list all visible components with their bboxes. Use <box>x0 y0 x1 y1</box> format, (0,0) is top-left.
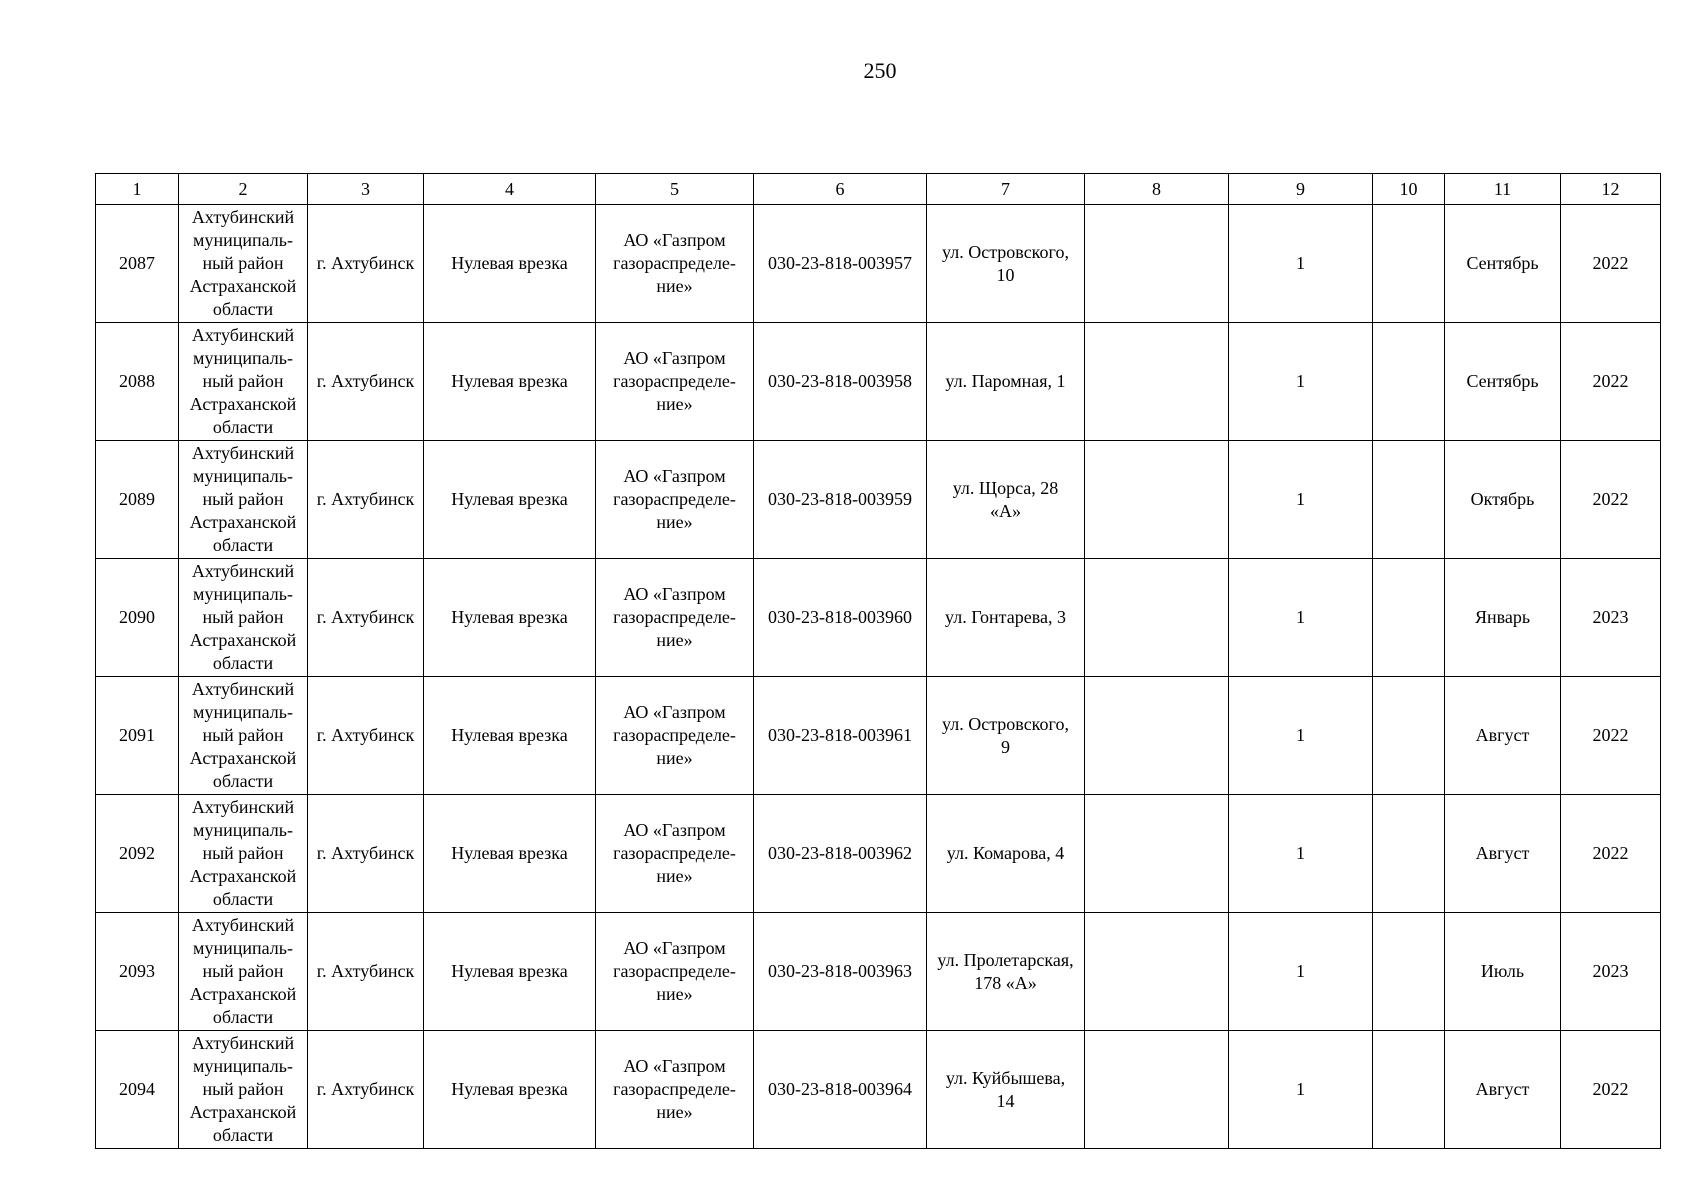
cell-year <box>1561 441 1661 559</box>
district-text: Ахтубинский муниципаль- ный район Астраханской области <box>189 1033 297 1145</box>
address-text: ул. Пролетарская, 178 «А» <box>937 949 1074 993</box>
cell-work-type <box>424 441 596 559</box>
quantity-text: 1 <box>1296 725 1305 745</box>
row-number-text: 2088 <box>119 371 155 391</box>
quantity-text: 1 <box>1296 843 1305 863</box>
month-text: Октябрь <box>1470 489 1535 509</box>
cell-column-8 <box>1085 559 1229 677</box>
cell-object-code <box>754 559 927 677</box>
page-number: 250 <box>863 58 897 83</box>
settlement-text: г. Ахтубинск <box>316 843 415 863</box>
cell-district <box>179 795 308 913</box>
cell-month <box>1445 1031 1561 1149</box>
cell-address <box>927 913 1085 1031</box>
cell-quantity <box>1229 913 1373 1031</box>
cell-quantity <box>1229 677 1373 795</box>
settlement-text: г. Ахтубинск <box>316 253 415 273</box>
quantity-text: 1 <box>1296 371 1305 391</box>
cell-year <box>1561 205 1661 323</box>
object-code-text: 030-23-818-003963 <box>768 961 912 981</box>
cell-organization <box>596 559 754 677</box>
year-text: 2022 <box>1592 1079 1629 1099</box>
table-body <box>96 205 1661 1149</box>
year-text: 2023 <box>1592 961 1629 981</box>
organization-text: АО «Газпром газораспределе- ние» <box>613 230 736 296</box>
work-type-text: Нулевая врезка <box>451 1079 568 1099</box>
cell-object-code <box>754 795 927 913</box>
cell-address <box>927 795 1085 913</box>
settlement-text: г. Ахтубинск <box>316 961 415 981</box>
row-number-text: 2092 <box>119 843 155 863</box>
cell-object-code <box>754 441 927 559</box>
cell-district <box>179 913 308 1031</box>
object-code-text: 030-23-818-003959 <box>768 489 912 509</box>
cell-work-type <box>424 795 596 913</box>
work-type-text: Нулевая врезка <box>451 725 568 745</box>
district-text: Ахтубинский муниципаль- ный район Астраханской области <box>189 797 297 909</box>
district-text: Ахтубинский муниципаль- ный район Астраханской области <box>189 915 297 1027</box>
address-text: ул. Островского, 9 <box>942 713 1069 757</box>
cell-organization <box>596 323 754 441</box>
cell-month <box>1445 559 1561 677</box>
work-type-text: Нулевая врезка <box>451 489 568 509</box>
cell-settlement <box>308 559 424 677</box>
quantity-text: 1 <box>1296 253 1305 273</box>
cell-district <box>179 1031 308 1149</box>
column-header-6: 6 <box>754 174 927 205</box>
row-number-text: 2094 <box>119 1079 155 1099</box>
cell-year <box>1561 677 1661 795</box>
cell-address <box>927 323 1085 441</box>
row-number-text: 2093 <box>119 961 155 981</box>
quantity-text: 1 <box>1296 1079 1305 1099</box>
cell-object-code <box>754 323 927 441</box>
cell-column-8 <box>1085 205 1229 323</box>
settlement-text: г. Ахтубинск <box>316 371 415 391</box>
district-text: Ахтубинский муниципаль- ный район Астраханской области <box>189 561 297 673</box>
year-text: 2022 <box>1592 843 1629 863</box>
cell-month <box>1445 913 1561 1031</box>
district-text: Ахтубинский муниципаль- ный район Астраханской области <box>189 207 297 319</box>
row-number-text: 2091 <box>119 725 155 745</box>
cell-column-10 <box>1373 323 1445 441</box>
column-header-8: 8 <box>1085 174 1229 205</box>
table-row <box>96 795 1661 913</box>
settlement-text: г. Ахтубинск <box>316 1079 415 1099</box>
cell-district <box>179 205 308 323</box>
table-row <box>96 559 1661 677</box>
column-header-11: 11 <box>1445 174 1561 205</box>
cell-row-number <box>96 913 179 1031</box>
work-type-text: Нулевая врезка <box>451 253 568 273</box>
work-type-text: Нулевая врезка <box>451 371 568 391</box>
cell-year <box>1561 323 1661 441</box>
month-text: Сентябрь <box>1466 371 1539 391</box>
row-number-text: 2089 <box>119 489 155 509</box>
cell-year <box>1561 559 1661 677</box>
cell-organization <box>596 913 754 1031</box>
cell-column-8 <box>1085 323 1229 441</box>
cell-organization <box>596 205 754 323</box>
cell-month <box>1445 323 1561 441</box>
cell-organization <box>596 1031 754 1149</box>
cell-quantity <box>1229 323 1373 441</box>
cell-row-number <box>96 795 179 913</box>
settlement-text: г. Ахтубинск <box>316 725 415 745</box>
table-header <box>96 174 1661 205</box>
work-type-text: Нулевая врезка <box>451 607 568 627</box>
cell-row-number <box>96 1031 179 1149</box>
cell-organization <box>596 441 754 559</box>
organization-text: АО «Газпром газораспределе- ние» <box>613 938 736 1004</box>
cell-quantity <box>1229 795 1373 913</box>
district-text: Ахтубинский муниципаль- ный район Астраханской области <box>189 443 297 555</box>
month-text: Сентябрь <box>1466 253 1539 273</box>
cell-month <box>1445 677 1561 795</box>
organization-text: АО «Газпром газораспределе- ние» <box>613 702 736 768</box>
column-header-4: 4 <box>424 174 596 205</box>
cell-organization <box>596 677 754 795</box>
cell-settlement <box>308 913 424 1031</box>
column-header-2: 2 <box>179 174 308 205</box>
year-text: 2022 <box>1592 489 1629 509</box>
quantity-text: 1 <box>1296 961 1305 981</box>
cell-quantity <box>1229 1031 1373 1149</box>
cell-column-8 <box>1085 1031 1229 1149</box>
object-code-text: 030-23-818-003962 <box>768 843 912 863</box>
work-type-text: Нулевая врезка <box>451 843 568 863</box>
cell-address <box>927 205 1085 323</box>
cell-column-10 <box>1373 1031 1445 1149</box>
cell-row-number <box>96 441 179 559</box>
year-text: 2022 <box>1592 253 1629 273</box>
cell-object-code <box>754 913 927 1031</box>
district-text: Ахтубинский муниципаль- ный район Астраханской области <box>189 325 297 437</box>
cell-column-8 <box>1085 441 1229 559</box>
work-type-text: Нулевая врезка <box>451 961 568 981</box>
address-text: ул. Островского, 10 <box>942 241 1069 285</box>
cell-year <box>1561 1031 1661 1149</box>
column-header-3: 3 <box>308 174 424 205</box>
district-text: Ахтубинский муниципаль- ный район Астраханской области <box>189 679 297 791</box>
column-header-7: 7 <box>927 174 1085 205</box>
organization-text: АО «Газпром газораспределе- ние» <box>613 820 736 886</box>
address-text: ул. Паромная, 1 <box>945 371 1066 391</box>
cell-column-10 <box>1373 913 1445 1031</box>
cell-work-type <box>424 1031 596 1149</box>
organization-text: АО «Газпром газораспределе- ние» <box>613 348 736 414</box>
cell-object-code <box>754 205 927 323</box>
year-text: 2022 <box>1592 371 1629 391</box>
column-header-9: 9 <box>1229 174 1373 205</box>
cell-settlement <box>308 677 424 795</box>
cell-month <box>1445 795 1561 913</box>
quantity-text: 1 <box>1296 607 1305 627</box>
header-row <box>96 174 1661 205</box>
column-header-12: 12 <box>1561 174 1661 205</box>
cell-column-10 <box>1373 795 1445 913</box>
cell-column-10 <box>1373 205 1445 323</box>
column-header-1: 1 <box>96 174 179 205</box>
cell-year <box>1561 913 1661 1031</box>
cell-address <box>927 441 1085 559</box>
cell-month <box>1445 441 1561 559</box>
cell-settlement <box>308 441 424 559</box>
cell-column-10 <box>1373 677 1445 795</box>
object-code-text: 030-23-818-003957 <box>768 253 912 273</box>
month-text: Июль <box>1480 961 1525 981</box>
cell-address <box>927 559 1085 677</box>
table-row <box>96 913 1661 1031</box>
month-text: Август <box>1475 725 1530 745</box>
cell-address <box>927 1031 1085 1149</box>
cell-address <box>927 677 1085 795</box>
address-text: ул. Гонтарева, 3 <box>945 607 1066 627</box>
organization-text: АО «Газпром газораспределе- ние» <box>613 1056 736 1122</box>
settlement-text: г. Ахтубинск <box>316 607 415 627</box>
month-text: Январь <box>1474 607 1531 627</box>
table-row <box>96 205 1661 323</box>
address-text: ул. Куйбышева, 14 <box>945 1067 1066 1111</box>
cell-column-10 <box>1373 559 1445 677</box>
cell-quantity <box>1229 441 1373 559</box>
cell-column-8 <box>1085 677 1229 795</box>
cell-row-number <box>96 559 179 677</box>
organization-text: АО «Газпром газораспределе- ние» <box>613 466 736 532</box>
cell-district <box>179 559 308 677</box>
year-text: 2022 <box>1592 725 1629 745</box>
organization-text: АО «Газпром газораспределе- ние» <box>613 584 736 650</box>
row-number-text: 2087 <box>119 253 155 273</box>
month-text: Август <box>1475 843 1530 863</box>
quantity-text: 1 <box>1296 489 1305 509</box>
table-row <box>96 441 1661 559</box>
cell-settlement <box>308 205 424 323</box>
address-text: ул. Щорса, 28 «А» <box>952 477 1059 521</box>
cell-year <box>1561 795 1661 913</box>
object-code-text: 030-23-818-003960 <box>768 607 912 627</box>
cell-column-8 <box>1085 913 1229 1031</box>
object-code-text: 030-23-818-003961 <box>768 725 912 745</box>
month-text: Август <box>1475 1079 1530 1099</box>
cell-work-type <box>424 205 596 323</box>
cell-work-type <box>424 323 596 441</box>
address-text: ул. Комарова, 4 <box>946 843 1065 863</box>
object-code-text: 030-23-818-003958 <box>768 371 912 391</box>
cell-column-10 <box>1373 441 1445 559</box>
cell-district <box>179 323 308 441</box>
cell-work-type <box>424 677 596 795</box>
table-row <box>96 323 1661 441</box>
cell-district <box>179 441 308 559</box>
table-row <box>96 1031 1661 1149</box>
column-header-5: 5 <box>596 174 754 205</box>
cell-row-number <box>96 323 179 441</box>
cell-district <box>179 677 308 795</box>
cell-settlement <box>308 323 424 441</box>
year-text: 2023 <box>1592 607 1629 627</box>
cell-quantity <box>1229 559 1373 677</box>
cell-object-code <box>754 677 927 795</box>
settlement-text: г. Ахтубинск <box>316 489 415 509</box>
cell-work-type <box>424 559 596 677</box>
cell-work-type <box>424 913 596 1031</box>
object-code-text: 030-23-818-003964 <box>768 1079 912 1099</box>
row-number-text: 2090 <box>119 607 155 627</box>
cell-row-number <box>96 205 179 323</box>
cell-settlement <box>308 795 424 913</box>
cell-object-code <box>754 1031 927 1149</box>
column-header-10: 10 <box>1373 174 1445 205</box>
cell-month <box>1445 205 1561 323</box>
cell-settlement <box>308 1031 424 1149</box>
cell-column-8 <box>1085 795 1229 913</box>
cell-row-number <box>96 677 179 795</box>
table-row <box>96 677 1661 795</box>
data-table <box>95 173 1661 1149</box>
cell-organization <box>596 795 754 913</box>
cell-quantity <box>1229 205 1373 323</box>
